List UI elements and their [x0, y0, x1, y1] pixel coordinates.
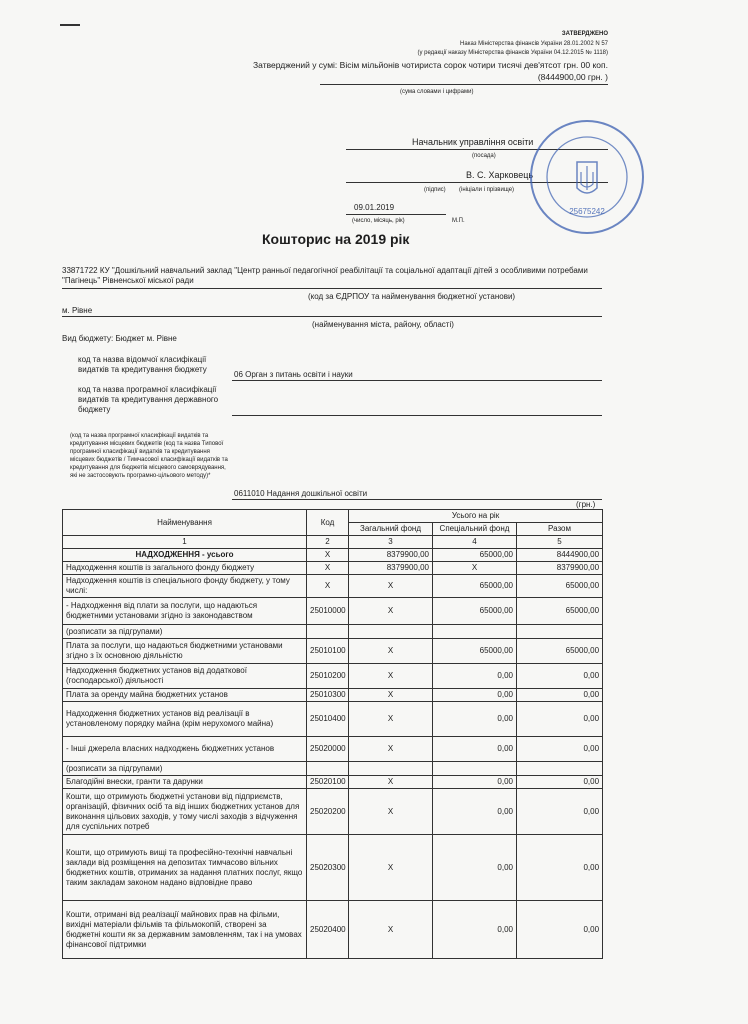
date-caption: (число, місяць, рік)	[352, 218, 405, 224]
row-total: 65000,00	[517, 639, 603, 664]
order-line-1: Наказ Міністерства фінансів України 28.01.2002 N 57	[460, 41, 608, 47]
table-row	[63, 702, 603, 737]
table-row	[63, 562, 603, 575]
table-row	[63, 835, 603, 901]
row-code: 25020300	[307, 835, 349, 901]
income-table	[62, 509, 603, 959]
row-code: 25020400	[307, 901, 349, 959]
city-name: м. Рівне	[62, 306, 93, 315]
row-general-fund: X	[349, 776, 433, 789]
currency-label: (грн.)	[576, 500, 596, 509]
position-name: Начальник управління освіти	[412, 137, 534, 147]
header-sum: Разом	[517, 523, 603, 536]
row-total: 65000,00	[517, 598, 603, 625]
document-title: Кошторис на 2019 рік	[262, 231, 410, 247]
row-total: 0,00	[517, 737, 603, 762]
row-code	[307, 762, 349, 776]
table-row	[63, 575, 603, 598]
row-total	[517, 762, 603, 776]
row-general-fund: 8379900,00	[349, 549, 433, 562]
sum-caption: (сума словами і цифрами)	[400, 89, 474, 95]
row-code: X	[307, 575, 349, 598]
row-general-fund	[349, 762, 433, 776]
row-code: 25020200	[307, 789, 349, 835]
table-row	[63, 776, 603, 789]
row-general-fund: 8379900,00	[349, 562, 433, 575]
dept-class-label: код та назва відомчої класифікації видатків та кредитування бюджету	[78, 355, 207, 374]
institution-caption: (код за ЄДРПОУ та найменування бюджетної установи)	[308, 292, 516, 301]
approved-sum-digits: (8444900,00 грн. )	[537, 72, 608, 82]
row-name: Кошти, отримані від реалізації майнових прав на фільми, вихідні матеріали фільмів та фільмокопій, створені за бюджетні кошти як за державним замовленням, так і на умовах фінансової підтримки	[63, 901, 307, 959]
local-class-value: 0611010 Надання дошкільної освіти	[234, 489, 368, 498]
row-special-fund: 0,00	[433, 789, 517, 835]
city-caption: (найменування міста, району, області)	[312, 320, 454, 329]
row-special-fund: 65000,00	[433, 575, 517, 598]
col-num: 3	[349, 536, 433, 549]
stamp-code: 25675242	[569, 207, 605, 216]
scan-mark	[60, 24, 80, 26]
table-row	[63, 625, 603, 639]
row-total: 0,00	[517, 776, 603, 789]
row-code: 25010100	[307, 639, 349, 664]
local-class-label: (код та назва програмної класифікації видатків та кредитування місцевих бюджетів (код та назва Типової програмної класифікації видатків та кредитування місцевих бюджетів / Тимчасової класифікації видатків та кредитування для бюджетів місцевого самоврядування, які не застосовують програмно-цільового методу)*	[70, 433, 228, 479]
budget-type: Вид бюджету: Бюджет м. Рівне	[62, 334, 177, 343]
row-name: Благодійні внески, гранти та дарунки	[63, 776, 307, 789]
row-code: 25010400	[307, 702, 349, 737]
order-line-2: (у редакції наказу Міністерства фінансів України 04.12.2015 № 1118)	[417, 50, 608, 56]
col-num: 4	[433, 536, 517, 549]
row-general-fund: X	[349, 901, 433, 959]
table-row	[63, 762, 603, 776]
prog-class-label: код та назва програмної класифікації видатків та кредитування державного бюджету	[78, 385, 219, 414]
row-general-fund	[349, 625, 433, 639]
table-row	[63, 549, 603, 562]
row-special-fund: 0,00	[433, 901, 517, 959]
row-general-fund: X	[349, 664, 433, 689]
row-general-fund: X	[349, 835, 433, 901]
signer-caption: (підпис) (ініціали і прізвище)	[424, 187, 515, 193]
row-total: 0,00	[517, 789, 603, 835]
header-general-fund: Загальний фонд	[349, 523, 433, 536]
row-special-fund: 0,00	[433, 835, 517, 901]
row-code: 25020100	[307, 776, 349, 789]
row-code: 25010000	[307, 598, 349, 625]
dept-class-value: 06 Орган з питань освіти і науки	[234, 370, 353, 379]
table-header-row	[63, 510, 603, 523]
table-row	[63, 639, 603, 664]
row-total: 0,00	[517, 689, 603, 702]
official-stamp	[528, 118, 646, 236]
row-general-fund: X	[349, 575, 433, 598]
row-special-fund	[433, 762, 517, 776]
col-num: 2	[307, 536, 349, 549]
row-special-fund	[433, 625, 517, 639]
header-name: Найменування	[63, 510, 307, 536]
row-general-fund: X	[349, 598, 433, 625]
table-row	[63, 789, 603, 835]
row-special-fund: 0,00	[433, 776, 517, 789]
row-special-fund: 0,00	[433, 702, 517, 737]
row-code	[307, 625, 349, 639]
header-code: Код	[307, 510, 349, 536]
row-special-fund: 0,00	[433, 689, 517, 702]
row-code: X	[307, 562, 349, 575]
row-name: Плата за послуги, що надаються бюджетними установами згідно з їх основною діяльністю	[63, 639, 307, 664]
institution-name: 33871722 КУ "Дошкільний навчальний заклад "Центр ранньої педагогічної реабілітації та соціальної адаптації дітей з особливими потребами "Пагінець" Рівненської міської ради	[62, 266, 588, 285]
row-general-fund: X	[349, 639, 433, 664]
row-special-fund: 65000,00	[433, 598, 517, 625]
approval-date: 09.01.2019	[354, 203, 395, 212]
row-name: НАДХОДЖЕННЯ - усього	[63, 549, 307, 562]
row-total: 8379900,00	[517, 562, 603, 575]
row-name: - Надходження від плати за послуги, що надаються бюджетними установами згідно із законодавством	[63, 598, 307, 625]
row-name: (розписати за підгрупами)	[63, 762, 307, 776]
row-name: Кошти, що отримують бюджетні установи від підприємств, організацій, фізичних осіб та від інших бюджетних установ для виконання цільових заходів, у тому числі заходів з відчуження для суспільних потреб	[63, 789, 307, 835]
row-total: 0,00	[517, 901, 603, 959]
table-row	[63, 598, 603, 625]
row-general-fund: X	[349, 689, 433, 702]
row-total: 8444900,00	[517, 549, 603, 562]
row-special-fund: 65000,00	[433, 639, 517, 664]
row-code: 25010200	[307, 664, 349, 689]
table-row	[63, 737, 603, 762]
approved-label: ЗАТВЕРДЖЕНО	[561, 31, 608, 37]
mp-label: М.П.	[452, 218, 465, 224]
row-special-fund: X	[433, 562, 517, 575]
signer-name: В. С. Харковець	[466, 170, 534, 180]
row-name: Плата за оренду майна бюджетних установ	[63, 689, 307, 702]
row-name: Надходження коштів із спеціального фонду бюджету, у тому числі:	[63, 575, 307, 598]
row-special-fund: 65000,00	[433, 549, 517, 562]
col-num: 5	[517, 536, 603, 549]
row-total	[517, 625, 603, 639]
row-code: 25020000	[307, 737, 349, 762]
row-special-fund: 0,00	[433, 737, 517, 762]
row-special-fund: 0,00	[433, 664, 517, 689]
row-total: 0,00	[517, 664, 603, 689]
table-row	[63, 689, 603, 702]
header-special-fund: Спеціальний фонд	[433, 523, 517, 536]
approved-sum-text: Затверджений у сумі: Вісім мільйонів чотириста сорок чотири тисячі дев'ятсот грн. 00 коп.	[253, 60, 608, 70]
row-code: X	[307, 549, 349, 562]
position-caption: (посада)	[472, 153, 496, 159]
row-name: Кошти, що отримують вищі та професійно-технічні навчальні заклади від розміщення на депозитах тимчасово вільних бюджетних коштів, отриманих за надання платних послуг, якщо таким закладам законом надано відповідне право	[63, 835, 307, 901]
row-name: Надходження коштів із загального фонду бюджету	[63, 562, 307, 575]
row-code: 25010300	[307, 689, 349, 702]
row-total: 0,00	[517, 702, 603, 737]
row-general-fund: X	[349, 702, 433, 737]
row-total: 65000,00	[517, 575, 603, 598]
table-row	[63, 664, 603, 689]
table-row	[63, 901, 603, 959]
row-name: Надходження бюджетних установ від додаткової (господарської) діяльності	[63, 664, 307, 689]
row-name: - Інші джерела власних надходжень бюджетних установ	[63, 737, 307, 762]
row-general-fund: X	[349, 737, 433, 762]
row-name: Надходження бюджетних установ від реалізації в установленому порядку майна (крім нерухомого майна)	[63, 702, 307, 737]
row-total: 0,00	[517, 835, 603, 901]
col-num: 1	[63, 536, 307, 549]
row-name: (розписати за підгрупами)	[63, 625, 307, 639]
row-general-fund: X	[349, 789, 433, 835]
column-numbers-row	[63, 536, 603, 549]
header-total-year: Усього на рік	[349, 510, 603, 523]
